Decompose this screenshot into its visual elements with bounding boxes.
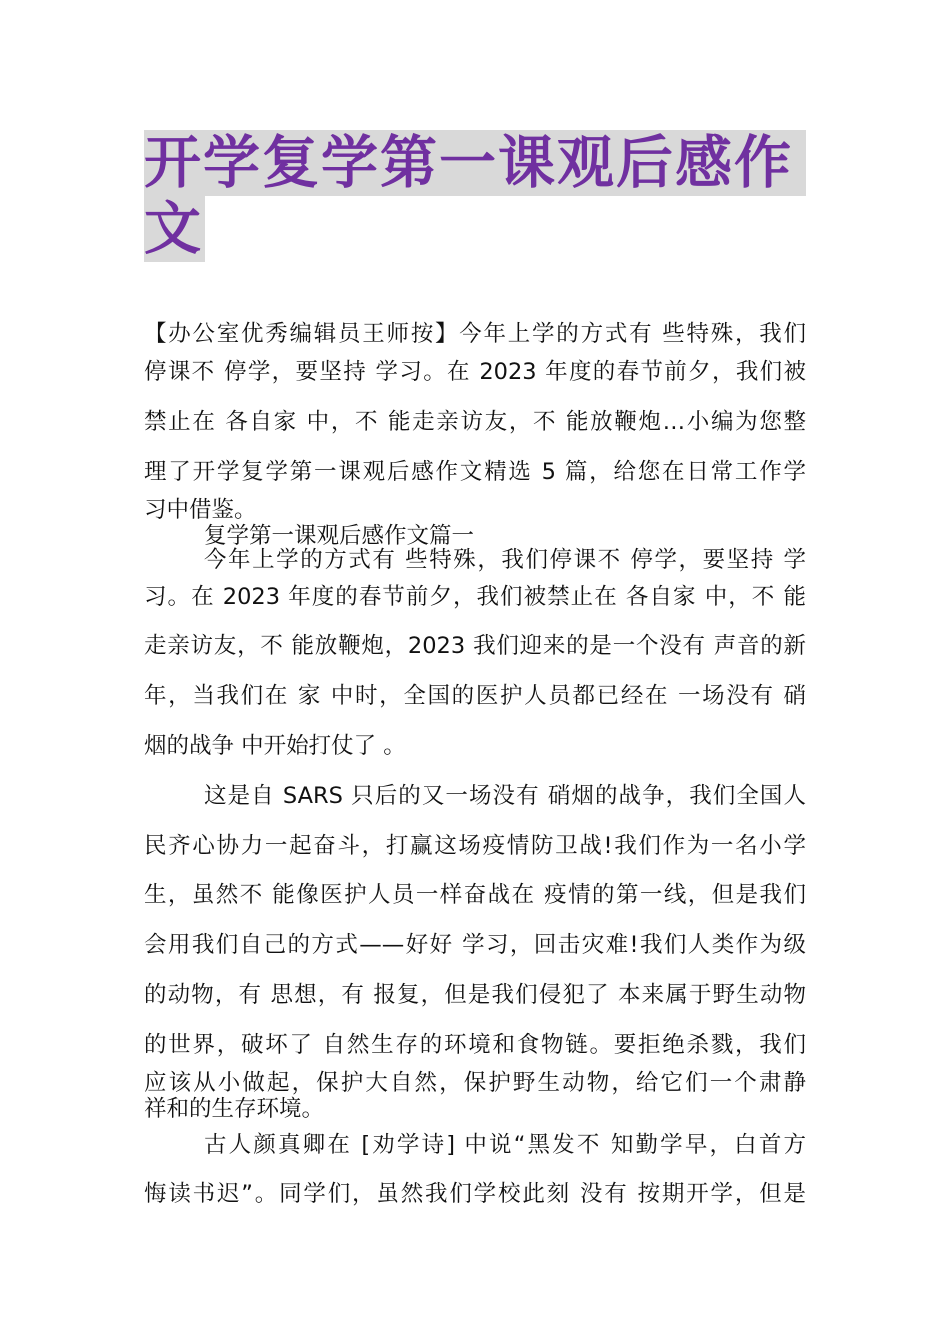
paragraph-line: 烟的战争 中开始打仗了 。 [144,733,406,759]
paragraph-line: 的世界，破坏了 自然生存的环境和食物链。要拒绝杀戮，我们 [144,1032,806,1058]
intro-line: 禁止在 各自家 中，不 能走亲访友，不 能放鞭炮…小编为您整 [144,409,806,435]
paragraph-line: 会用我们自己的方式——好好 学习，回击灾难!我们人类作为级 [144,932,806,958]
section-heading: 复学第一课观后感作文篇一 [204,523,475,549]
paragraph-line: 应该从小做起，保护大自然，保护野生动物，给它们一个肃静 [144,1070,806,1096]
intro-line: 【办公室优秀编辑员王师按】今年上学的方式有 些特殊，我们 [144,321,806,347]
paragraph-line: 年，当我们在 家 中时，全国的医护人员都已经在 一场没有 硝 [144,683,806,709]
title-line-1: 开学复学第一课观后感作 [144,130,806,196]
paragraph-line: 悔读书迟”。同学们，虽然我们学校此刻 没有 按期开学，但是 [144,1181,806,1207]
paragraph-line: 走亲访友，不 能放鞭炮，2023 我们迎来的是一个没有 声音的新 [144,633,806,659]
paragraph-line: 习。在 2023 年度的春节前夕，我们被禁止在 各自家 中，不 能 [144,584,806,610]
paragraph-line: 今年上学的方式有 些特殊，我们停课不 停学，要坚持 学 [204,547,806,573]
paragraph-line: 的动物，有 思想，有 报复，但是我们侵犯了 本来属于野生动物 [144,982,806,1008]
title-line-2: 文 [144,196,203,262]
paragraph-line: 这是自 SARS 只后的又一场没有 硝烟的战争，我们全国人 [204,783,806,809]
paragraph-line: 民齐心协力一起奋斗，打赢这场疫情防卫战!我们作为一名小学 [144,833,806,859]
paragraph-line: 古人颜真卿在 [劝学诗] 中说“黑发不 知勤学早，白首方 [204,1132,806,1158]
intro-line: 习中借鉴。 [144,497,257,523]
intro-line: 理了开学复学第一课观后感作文精选 5 篇，给您在日常工作学 [144,459,806,485]
paragraph-line: 生，虽然不 能像医护人员一样奋战在 疫情的第一线，但是我们 [144,882,806,908]
document-title [144,130,806,262]
intro-line: 停课不 停学，要坚持 学习。在 2023 年度的春节前夕，我们被 [144,359,806,385]
paragraph-line: 祥和的生存环境。 [144,1096,325,1122]
